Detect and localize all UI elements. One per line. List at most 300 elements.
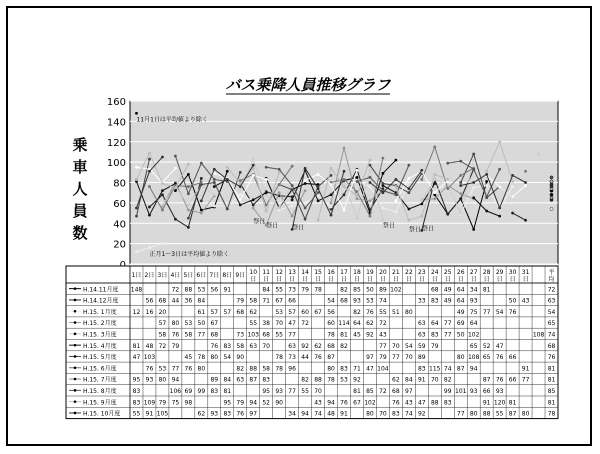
table-cell: 52 <box>482 342 491 350</box>
x-tick-label: 日 <box>405 276 412 283</box>
data-point <box>369 185 372 188</box>
table-cell: 50 <box>197 320 206 328</box>
table-cell: 94 <box>301 410 309 418</box>
data-point <box>252 204 255 207</box>
table-cell: 53 <box>197 286 206 294</box>
table-cell: 94 <box>249 399 258 407</box>
table-cell: 94 <box>469 365 478 373</box>
x-tick-label: 12 <box>275 269 283 276</box>
table-cell: 76 <box>495 376 504 384</box>
data-point <box>161 189 164 192</box>
table-cell: 78 <box>547 410 556 418</box>
x-tick-label: 平 <box>548 269 555 276</box>
data-point <box>187 173 190 176</box>
table-cell: 77 <box>288 388 296 395</box>
x-tick-label: 日 <box>250 276 257 283</box>
table-cell: 66 <box>288 297 296 305</box>
data-point <box>369 215 372 218</box>
table-cell: 47 <box>417 399 426 407</box>
x-tick-label: 日 <box>315 276 322 283</box>
data-point <box>304 189 307 192</box>
data-point <box>239 188 242 191</box>
table-cell: 88 <box>184 286 193 294</box>
legend-marker <box>74 389 77 392</box>
table-cell: 80 <box>210 354 219 362</box>
table-cell: 47 <box>132 354 141 362</box>
table-cell: 91 <box>482 399 491 407</box>
table-cell: 62 <box>197 410 206 418</box>
average-point <box>550 193 553 196</box>
chart-title: バス乗降人員推移グラフ <box>225 76 391 94</box>
data-point <box>485 170 488 173</box>
data-point <box>369 199 372 202</box>
table-cell: 80 <box>366 410 374 418</box>
table-cell: 97 <box>249 410 258 418</box>
table-cell: 53 <box>340 376 348 384</box>
table-cell: 106 <box>169 388 182 395</box>
table-cell: 79 <box>236 297 245 305</box>
legend-marker <box>74 366 77 369</box>
table-cell: 72 <box>547 286 556 294</box>
annotation: 祭日 <box>253 218 266 226</box>
legend-marker <box>74 355 77 358</box>
table-cell: 43 <box>314 399 322 407</box>
table-cell: 55 <box>495 410 504 418</box>
y-tick-label: 100 <box>106 158 126 170</box>
data-point <box>213 181 216 184</box>
data-point <box>304 201 307 204</box>
x-tick-label: 日 <box>392 276 399 283</box>
table-cell: 44 <box>301 354 309 362</box>
x-tick-label: 27 <box>469 269 478 276</box>
table-cell: 50 <box>366 286 374 294</box>
table-cell: 84 <box>262 286 271 294</box>
y-tick-label: 80 <box>113 178 126 190</box>
table-cell: 85 <box>366 388 374 395</box>
table-cell: 45 <box>353 331 361 339</box>
table-cell: 64 <box>469 320 478 328</box>
legend-marker <box>74 287 77 290</box>
table-cell: 108 <box>532 331 545 339</box>
legend-entry: H.15. 10月度 <box>83 410 121 418</box>
table-cell: 43 <box>405 399 413 407</box>
legend-marker <box>74 344 77 347</box>
table-cell: 109 <box>143 399 156 407</box>
table-cell: 79 <box>236 399 245 407</box>
data-point <box>524 170 527 173</box>
x-tick-label: 日 <box>483 276 490 283</box>
data-point <box>446 178 449 181</box>
x-tick-label: 10 <box>249 269 258 276</box>
table-cell: 101 <box>455 388 467 395</box>
annotation: 祭日 <box>408 226 421 234</box>
table-cell: 58 <box>249 297 258 305</box>
table-cell: 88 <box>314 376 322 384</box>
data-point <box>239 204 242 207</box>
x-tick-label: 14 <box>301 269 309 276</box>
table-cell: 91 <box>223 286 232 294</box>
data-point <box>304 207 307 210</box>
table-cell: 45 <box>184 354 193 362</box>
chart-frame <box>6 6 592 446</box>
table-cell: 68 <box>236 308 245 316</box>
legend-marker <box>74 299 77 302</box>
data-point <box>265 210 268 213</box>
data-point <box>161 204 164 207</box>
table-cell: 68 <box>340 297 348 305</box>
legend-marker <box>74 412 77 415</box>
table-cell: 74 <box>379 297 387 305</box>
data-point <box>459 174 462 177</box>
average-point <box>550 196 553 199</box>
table-cell: 78 <box>327 376 335 384</box>
table-cell: 81 <box>482 286 491 294</box>
table-cell: 83 <box>417 365 426 373</box>
table-cell: 58 <box>158 331 167 339</box>
data-point <box>226 170 229 173</box>
data-point <box>394 211 397 214</box>
x-tick-label: 16 <box>327 269 335 276</box>
data-point <box>433 182 436 185</box>
table-cell: 81 <box>547 376 556 384</box>
table-cell: 78 <box>197 354 206 362</box>
data-point <box>161 242 164 245</box>
data-point <box>433 145 436 148</box>
table-cell: 67 <box>210 320 219 328</box>
table-cell: 114 <box>338 320 350 328</box>
data-point <box>472 168 475 171</box>
table-cell: 88 <box>430 399 439 407</box>
table-cell: 83 <box>223 342 232 350</box>
table-cell: 62 <box>366 320 374 328</box>
table-cell: 90 <box>236 354 245 362</box>
data-point <box>135 250 138 253</box>
table-cell: 76 <box>495 354 504 362</box>
x-tick-label: 17 <box>340 269 348 276</box>
data-point <box>407 208 410 211</box>
table-cell: 91 <box>417 376 426 384</box>
table-cell: 83 <box>132 388 141 395</box>
x-tick-label: 29 <box>495 269 504 276</box>
average-point <box>550 180 553 183</box>
table-cell: 69 <box>456 320 465 328</box>
data-point <box>317 219 320 222</box>
table-cell: 92 <box>301 342 309 350</box>
data-point <box>135 207 138 210</box>
data-point <box>213 205 216 208</box>
table-cell: 81 <box>508 399 517 407</box>
data-point <box>511 185 514 188</box>
data-point <box>187 209 190 212</box>
table-cell: 49 <box>456 308 465 316</box>
table-cell: 99 <box>443 388 452 395</box>
table-cell: 77 <box>288 331 296 339</box>
data-point <box>407 181 410 184</box>
data-point <box>485 180 488 183</box>
table-cell: 70 <box>392 342 400 350</box>
data-point <box>356 194 359 197</box>
table-cell: 63 <box>288 342 296 350</box>
legend-entry: H.15. 6月度 <box>83 365 117 373</box>
y-tick-label: 140 <box>106 117 126 129</box>
table-cell: 85 <box>353 286 361 294</box>
y-axis-label-char: 車 <box>72 158 88 176</box>
legend-entry: H.14.12月度 <box>83 297 119 305</box>
table-cell: 34 <box>469 286 478 294</box>
table-cell: 96 <box>288 365 296 373</box>
data-point <box>200 212 203 215</box>
data-point <box>187 217 190 220</box>
table-cell: 77 <box>392 354 400 362</box>
table-cell: 79 <box>301 286 309 294</box>
table-cell: 77 <box>521 376 530 384</box>
data-point <box>317 194 320 197</box>
data-point <box>356 169 359 172</box>
data-point <box>343 193 346 196</box>
table-cell: 83 <box>132 399 141 407</box>
table-cell: 53 <box>184 320 193 328</box>
legend-marker <box>74 310 77 313</box>
table-cell: 72 <box>379 388 387 395</box>
data-point <box>278 171 281 174</box>
data-point <box>187 163 190 166</box>
table-cell: 47 <box>366 365 374 373</box>
y-tick-label: 20 <box>113 239 126 251</box>
annotation: 11月1日は平均値より除く <box>136 116 208 124</box>
x-tick-label: 19 <box>366 269 374 276</box>
data-point <box>265 191 268 194</box>
data-point <box>394 178 397 181</box>
data-point <box>239 171 242 174</box>
table-cell: 48 <box>327 410 335 418</box>
table-cell: 54 <box>547 308 556 316</box>
data-point <box>356 176 359 179</box>
x-tick-label: 日 <box>328 276 335 283</box>
legend-entry: H.15. 1月度 <box>83 308 117 316</box>
data-point <box>382 172 385 175</box>
table-cell: 80 <box>405 308 413 316</box>
table-cell: 95 <box>262 388 271 395</box>
table-cell: 57 <box>210 308 219 316</box>
table-cell: 77 <box>171 365 180 373</box>
data-point <box>394 185 397 188</box>
table-cell: 66 <box>508 354 517 362</box>
data-point <box>135 215 138 218</box>
x-tick-label: 日 <box>340 276 348 283</box>
table-cell: 83 <box>340 365 348 373</box>
data-point <box>226 166 229 169</box>
data-point <box>291 184 294 187</box>
table-cell: 79 <box>158 399 167 407</box>
table-cell: 93 <box>275 388 283 395</box>
table-cell: 75 <box>171 399 180 407</box>
x-tick-label: 6日 <box>196 272 207 279</box>
table-cell: 81 <box>353 388 361 395</box>
legend-entry: H.15. 5月度 <box>83 354 117 362</box>
table-cell: 82 <box>301 376 309 384</box>
table-cell: 43 <box>521 297 530 305</box>
table-cell: 70 <box>405 354 413 362</box>
x-tick-label: 5日 <box>183 272 194 279</box>
x-tick-label: 4日 <box>170 272 181 279</box>
data-point <box>382 182 385 185</box>
table-cell: 48 <box>145 342 154 350</box>
data-point <box>498 215 501 218</box>
data-point <box>511 174 514 177</box>
data-point <box>459 181 462 184</box>
table-cell: 102 <box>390 286 402 294</box>
data-point <box>524 181 527 184</box>
x-tick-label: 日 <box>302 276 309 283</box>
table-cell: 76 <box>508 308 517 316</box>
table-cell: 82 <box>340 342 348 350</box>
table-cell: 83 <box>392 410 400 418</box>
table-cell: 115 <box>429 365 441 373</box>
table-cell: 89 <box>417 354 426 362</box>
data-point <box>420 178 423 181</box>
data-point <box>472 153 475 156</box>
table-cell: 38 <box>262 320 271 328</box>
table-cell: 87 <box>482 376 491 384</box>
data-point <box>433 197 436 200</box>
data-point <box>369 181 372 184</box>
data-point <box>420 198 423 201</box>
data-point <box>317 187 320 190</box>
data-point <box>356 217 359 220</box>
table-cell: 62 <box>314 342 322 350</box>
table-cell: 90 <box>275 399 283 407</box>
table-cell: 70 <box>430 376 439 384</box>
data-point <box>278 168 281 171</box>
table-cell: 66 <box>508 376 517 384</box>
table-cell: 87 <box>249 376 258 384</box>
table-cell: 104 <box>377 365 389 373</box>
data-point <box>498 168 501 171</box>
table-cell: 62 <box>392 376 400 384</box>
table-cell: 54 <box>495 308 504 316</box>
x-tick-label: 日 <box>353 276 360 283</box>
data-point <box>174 218 177 221</box>
table-cell: 82 <box>443 376 452 384</box>
x-tick-label: 日 <box>431 276 438 283</box>
table-cell: 84 <box>197 297 206 305</box>
table-cell: 80 <box>158 376 167 384</box>
data-point <box>135 112 138 115</box>
x-tick-label: 日 <box>263 276 270 283</box>
data-point <box>304 182 307 185</box>
y-axis-label-char: 員 <box>72 202 88 220</box>
data-point <box>382 207 385 210</box>
data-point <box>174 167 177 170</box>
table-cell: 57 <box>288 308 296 316</box>
table-cell: 85 <box>547 388 556 395</box>
table-cell: 51 <box>392 308 400 316</box>
table-cell: 55 <box>275 331 283 339</box>
x-tick-label: 日 <box>509 276 516 283</box>
table-cell: 92 <box>417 410 426 418</box>
data-point <box>226 178 229 181</box>
data-point <box>291 205 294 208</box>
data-point <box>135 178 138 181</box>
table-cell: 64 <box>456 297 465 305</box>
x-tick-label: 31 <box>521 269 530 276</box>
data-point <box>291 165 294 168</box>
data-point <box>213 168 216 171</box>
data-point <box>472 159 475 162</box>
table-cell: 79 <box>379 354 387 362</box>
table-cell: 76 <box>547 354 556 362</box>
x-tick-label: 1日 <box>131 272 142 279</box>
data-point <box>343 178 346 181</box>
table-cell: 44 <box>171 297 180 305</box>
table-cell: 68 <box>392 388 400 395</box>
table-cell: 49 <box>443 297 452 305</box>
table-cell: 63 <box>249 342 258 350</box>
data-point <box>498 140 501 143</box>
data-point <box>278 183 281 186</box>
annotation: 祭日 <box>266 222 279 230</box>
data-point <box>200 162 203 165</box>
table-cell: 70 <box>314 388 322 395</box>
data-point <box>161 209 164 212</box>
table-cell: 84 <box>223 376 232 384</box>
table-cell: 54 <box>327 297 335 305</box>
data-point <box>330 214 333 217</box>
data-point <box>291 188 294 191</box>
x-tick-label: 26 <box>456 269 465 276</box>
table-cell: 68 <box>430 286 439 294</box>
average-point <box>550 176 553 179</box>
data-point <box>330 206 333 209</box>
table-cell: 68 <box>547 342 556 350</box>
data-point <box>304 218 307 221</box>
table-cell: 78 <box>275 365 283 373</box>
table-cell: 81 <box>547 399 556 407</box>
data-point <box>369 169 372 172</box>
x-tick-label: 20 <box>379 269 387 276</box>
data-point <box>433 191 436 194</box>
data-point <box>446 213 449 216</box>
x-tick-label: 15 <box>314 269 322 276</box>
table-cell: 76 <box>392 399 400 407</box>
table-cell: 82 <box>340 286 348 294</box>
x-tick-label: 日 <box>289 276 296 283</box>
data-point <box>511 212 514 215</box>
data-point <box>213 193 216 196</box>
table-cell: 47 <box>495 342 504 350</box>
x-tick-label: 8日 <box>222 272 233 279</box>
table-cell: 83 <box>223 410 232 418</box>
data-point <box>187 226 190 229</box>
data-point <box>317 173 320 176</box>
table-cell: 60 <box>327 320 335 328</box>
table-cell: 79 <box>430 342 439 350</box>
table-cell: 71 <box>353 365 361 373</box>
data-point <box>278 207 281 210</box>
data-point <box>524 184 527 187</box>
table-cell: 71 <box>262 297 271 305</box>
data-point <box>200 199 203 202</box>
data-point <box>343 209 346 212</box>
data-point <box>459 197 462 200</box>
table-cell: 64 <box>430 320 439 328</box>
legend-entry: H.15. 8月度 <box>83 388 117 395</box>
table-cell: 72 <box>171 286 180 294</box>
table-cell: 55 <box>132 410 141 418</box>
table-cell: 50 <box>508 297 517 305</box>
table-cell: 120 <box>493 399 506 407</box>
table-cell: 81 <box>223 388 232 395</box>
